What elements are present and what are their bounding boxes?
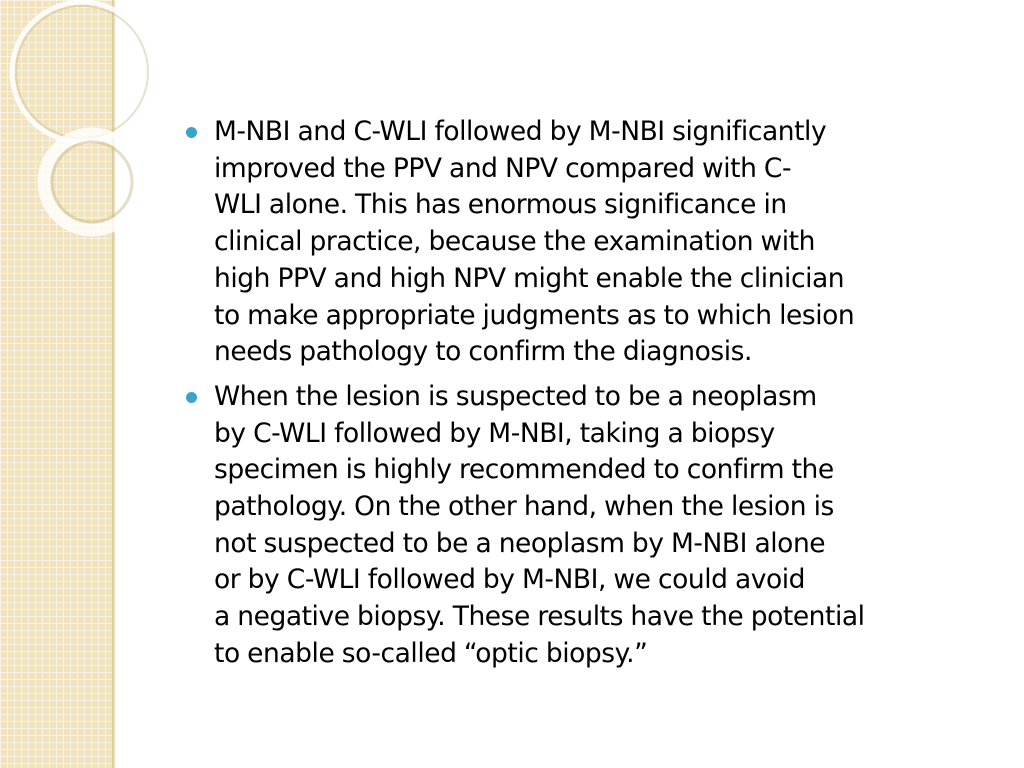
bullet-dot-icon <box>186 127 197 138</box>
bullet-line: a negative biopsy. These results have the potential <box>214 601 865 633</box>
bullet-line: improved the PPV and NPV compared with C- <box>214 152 792 184</box>
bullet-item <box>182 379 1002 673</box>
bullet-list <box>182 114 1002 673</box>
lower-ring-shadow <box>52 142 132 222</box>
bullet-line: When the lesion is suspected to be a neoplasm <box>214 380 817 412</box>
decorative-rings <box>0 0 150 260</box>
upper-ring-shadow <box>16 6 148 138</box>
bullet-line: by C-WLI followed by M-NBI, taking a biopsy <box>214 417 775 449</box>
lower-ring <box>44 134 140 230</box>
bullet-line: clinical practice, because the examination with <box>214 226 815 258</box>
upper-ring <box>12 2 150 142</box>
bullet-dot-icon <box>186 392 197 403</box>
bullet-line: WLI alone. This has enormous significance in <box>214 189 787 221</box>
bullet-line: to make appropriate judgments as to which lesion <box>214 299 855 331</box>
bullet-line: needs pathology to confirm the diagnosis. <box>214 336 752 368</box>
bullet-line: specimen is highly recommended to confirm the <box>214 454 834 486</box>
slide-body <box>182 114 1002 681</box>
bullet-line: pathology. On the other hand, when the lesion is <box>214 491 834 523</box>
bullet-line: to enable so-called “optic biopsy.” <box>214 637 648 669</box>
bullet-item <box>182 114 1002 371</box>
bullet-line: high PPV and high NPV might enable the clinician <box>214 262 845 294</box>
bullet-line: or by C-WLI followed by M-NBI, we could avoid <box>214 564 806 596</box>
bullet-line: not suspected to be a neoplasm by M-NBI alone <box>214 527 826 559</box>
bullet-line: M-NBI and C-WLI followed by M-NBI significantly <box>214 116 827 147</box>
